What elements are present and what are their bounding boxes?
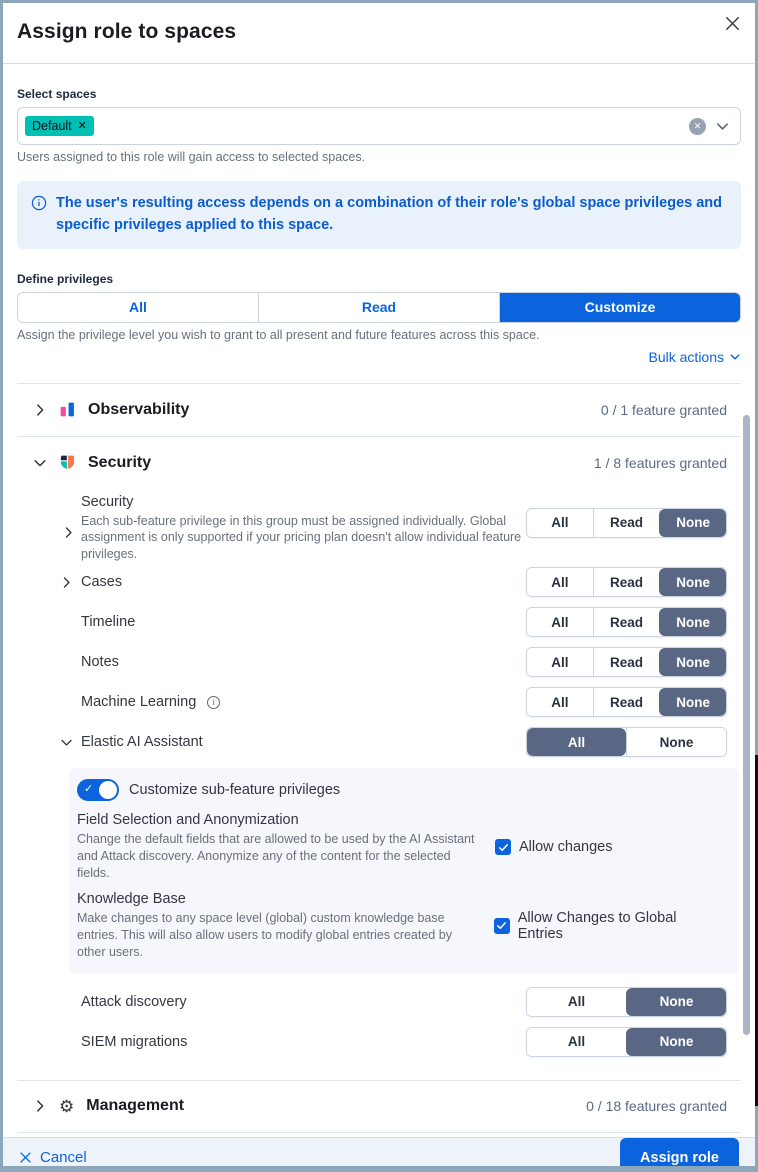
timeline-privilege-group: [526, 607, 727, 637]
feature-row-attack-discovery: [17, 982, 727, 1022]
all-button[interactable]: All: [527, 688, 593, 716]
chevron-down-icon: [33, 456, 47, 470]
observability-icon: [59, 401, 76, 418]
feature-row-siem-migrations: [17, 1022, 727, 1062]
none-button[interactable]: None: [626, 728, 726, 756]
privilege-customize-button[interactable]: Customize: [499, 293, 740, 322]
read-button[interactable]: Read: [593, 608, 660, 636]
none-button[interactable]: None: [659, 608, 726, 636]
category-title: Observability: [88, 400, 190, 418]
bulk-actions-label: Bulk actions: [648, 348, 724, 365]
feature-row-elastic-ai-assistant: [17, 722, 727, 762]
none-button[interactable]: None: [659, 568, 726, 596]
subfeature-knowledge-base: [77, 891, 725, 961]
allow-changes-checkbox[interactable]: [495, 839, 511, 855]
select-spaces-label: Select spaces: [17, 87, 97, 101]
check-icon: [498, 842, 509, 853]
none-button[interactable]: None: [626, 988, 726, 1016]
close-icon: [724, 15, 741, 32]
none-button[interactable]: None: [626, 1028, 726, 1056]
cases-privilege-group: [526, 567, 727, 597]
modal-title: Assign role to spaces: [17, 20, 237, 43]
subfeature-title: Knowledge Base: [77, 891, 186, 907]
all-button[interactable]: All: [527, 648, 593, 676]
subfeature-panel: [69, 768, 739, 973]
read-button[interactable]: Read: [593, 568, 660, 596]
subfeature-title: Field Selection and Anonymization: [77, 812, 299, 829]
feature-label: Elastic AI Assistant: [81, 734, 203, 751]
read-button[interactable]: Read: [593, 648, 660, 676]
chevron-right-icon[interactable]: [59, 576, 73, 589]
badge-remove-icon[interactable]: ✕: [77, 119, 87, 132]
all-button[interactable]: All: [527, 1028, 626, 1056]
feature-category-list: [17, 383, 741, 1137]
chevron-right-icon: [33, 1099, 47, 1113]
feature-label: Attack discovery: [81, 993, 187, 1010]
all-button[interactable]: All: [527, 509, 593, 537]
checkbox-label: Allow Changes to Global Entries: [517, 909, 677, 942]
gear-icon: ⚙: [59, 1096, 75, 1116]
security-feature-table: [17, 489, 741, 1080]
spaces-help-text: Users assigned to this role will gain access to selected spaces.: [17, 150, 366, 164]
notes-privilege-group: [526, 647, 727, 677]
none-button[interactable]: None: [659, 509, 726, 537]
feature-label: Timeline: [81, 614, 136, 631]
info-icon: [31, 195, 47, 211]
allow-global-entries-checkbox[interactable]: [494, 918, 510, 934]
category-count: 0 / 1 feature granted: [600, 401, 727, 418]
machine-learning-privilege-group: [526, 687, 727, 717]
define-privileges-label: Define privileges: [17, 271, 114, 286]
attack-discovery-privilege-group: [526, 987, 727, 1017]
none-button[interactable]: None: [659, 688, 726, 716]
category-title: Management: [86, 1097, 185, 1115]
subfeature-description: Change the default fields that are allowed to be used by the AI Assistant and Attack discovery. Anonymize any of the content for the selected fields.: [77, 832, 475, 881]
customize-subfeatures-toggle[interactable]: [77, 779, 119, 801]
modal-header: [3, 3, 755, 64]
category-management[interactable]: [17, 1080, 741, 1133]
feature-label: SIEM migrations: [81, 1033, 188, 1050]
privilege-read-button[interactable]: Read: [258, 293, 499, 322]
security-group-description: Each sub-feature privilege in this group must be assigned individually. Global assignment is only supported if your pricing plan doesn't allow individual feature privileges.: [81, 513, 522, 561]
chevron-down-icon[interactable]: [59, 736, 73, 749]
modal-body: [3, 64, 755, 1137]
close-button[interactable]: [720, 11, 745, 36]
combobox-clear-button[interactable]: [689, 118, 706, 135]
toggle-label: Customize sub-feature privileges: [129, 782, 341, 799]
callout-text: The user's resulting access depends on a combination of their role's global space privileges and specific privileges applied to this space.: [56, 195, 723, 233]
all-button[interactable]: All: [527, 988, 626, 1016]
category-count: 1 / 8 features granted: [593, 454, 727, 471]
feature-label: Notes: [81, 654, 119, 671]
privileges-help-text: Assign the privilege level you wish to grant to all present and future features across this space.: [17, 327, 540, 342]
toggle-knob: [99, 781, 117, 799]
none-button[interactable]: None: [659, 648, 726, 676]
clear-icon: ✕: [693, 120, 702, 131]
space-badge[interactable]: [25, 116, 94, 136]
subfeature-field-selection: [77, 812, 725, 882]
security-group-row: [17, 489, 727, 563]
chevron-right-icon[interactable]: [62, 526, 75, 539]
feature-row-notes: [17, 642, 727, 682]
category-title: Security: [88, 453, 152, 471]
cancel-label: Cancel: [40, 1149, 87, 1166]
chevron-right-icon: [33, 403, 47, 417]
category-observability[interactable]: [17, 383, 741, 436]
check-icon: ✓: [84, 783, 94, 796]
security-group-label: Security: [81, 493, 134, 510]
all-button[interactable]: All: [527, 728, 626, 756]
bulk-actions-link[interactable]: [649, 349, 741, 365]
feature-label: Machine Learning: [81, 694, 197, 711]
siem-migrations-privilege-group: [526, 1027, 727, 1057]
assign-role-modal: [3, 3, 755, 1166]
feature-row-timeline: [17, 602, 727, 642]
elastic-ai-assistant-privilege-group: [526, 727, 727, 757]
space-badge-label: Default: [32, 119, 72, 133]
all-button[interactable]: All: [527, 608, 593, 636]
read-button[interactable]: Read: [593, 509, 660, 537]
category-security[interactable]: [17, 436, 741, 489]
checkbox-label: Allow changes: [519, 839, 613, 856]
category-count: 0 / 18 features granted: [586, 1098, 727, 1115]
check-icon: [496, 920, 507, 931]
read-button[interactable]: Read: [593, 688, 660, 716]
chevron-down-icon[interactable]: [715, 119, 730, 134]
subfeature-description: Make changes to any space level (global) custom knowledge base entries. This will also allow users to modify global entries created by other users.: [77, 911, 452, 959]
feature-row-cases: [17, 562, 727, 602]
feature-label: Cases: [81, 574, 123, 591]
close-icon: [19, 1151, 32, 1164]
modal-footer: [3, 1137, 755, 1166]
assign-role-button[interactable]: Assign role: [620, 1138, 739, 1166]
info-icon[interactable]: i: [207, 696, 220, 709]
security-icon: [59, 454, 76, 471]
all-button[interactable]: All: [527, 568, 593, 596]
cancel-button[interactable]: [19, 1149, 87, 1166]
privilege-all-button[interactable]: All: [18, 293, 258, 322]
chevron-down-icon: [729, 351, 741, 363]
spaces-combobox[interactable]: [17, 107, 741, 145]
info-callout: [17, 181, 741, 249]
scrollbar-thumb[interactable]: [743, 415, 750, 1035]
privilege-button-group: [17, 292, 741, 323]
feature-row-machine-learning: [17, 682, 727, 722]
security-group-privilege-group: [526, 508, 727, 538]
